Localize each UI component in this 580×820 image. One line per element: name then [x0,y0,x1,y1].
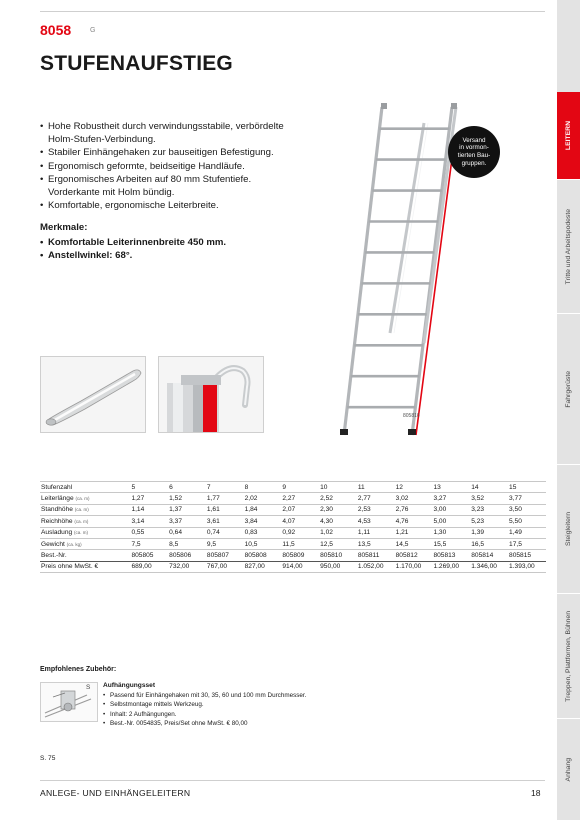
spec-cell: 0,74 [206,527,244,538]
spec-row-label [40,550,130,561]
spec-table [40,481,546,573]
spec-cell: 3,52 [470,493,508,504]
spec-cell: 14 [470,482,508,493]
spec-cell: 1,14 [130,504,168,515]
spec-cell: 805813 [432,550,470,561]
spec-cell: 3,14 [130,516,168,527]
spec-row [40,482,546,493]
footer-title: ANLEGE- UND EINHÄNGELEITERN [40,788,191,798]
spec-cell: 0,92 [281,527,319,538]
spec-cell: 5 [130,482,168,493]
top-rule [40,11,545,12]
accessory-code: S [86,684,91,691]
spec-cell: 4,76 [395,516,433,527]
spec-cell: 805808 [244,550,282,561]
accessory-list [103,691,306,729]
spec-cell: 5,00 [432,516,470,527]
spec-cell: 4,07 [281,516,319,527]
tab-anhang[interactable] [557,719,580,820]
spec-row-label [40,482,130,493]
spec-cell: 1,39 [470,527,508,538]
spec-cell: 16,5 [470,538,508,549]
spec-cell: 15 [508,482,546,493]
feature-item: • Komfortable, ergonomische Leiterbreite. [40,199,290,212]
spec-cell: 7 [206,482,244,493]
spec-cell: 0,55 [130,527,168,538]
badge-line: tierten Bau- [457,152,491,159]
merkmale-heading: Merkmale: [40,222,88,233]
detail-image-hook [158,356,264,433]
spec-cell: 13 [432,482,470,493]
spec-cell: 1,37 [168,504,206,515]
spec-cell: 689,00 [130,561,168,572]
feature-item: • Hohe Robustheit durch verwindungsstabile, verbördelte Holm-Stufen-Verbindung. [40,120,290,146]
spec-unit: (ca. m) [74,530,89,536]
page-reference: S. 75 [40,755,56,762]
accessory-title: Aufhängungsset [103,682,156,689]
article-suffix: G [90,27,96,34]
spec-cell: 4,53 [357,516,395,527]
spec-cell: 3,27 [432,493,470,504]
spec-cell: 1.393,00 [508,561,546,572]
tab-steigleitern[interactable] [557,465,580,593]
spec-cell: 11,5 [281,538,319,549]
spec-cell: 805812 [395,550,433,561]
spec-cell: 2,76 [395,504,433,515]
spec-cell: 1,61 [206,504,244,515]
spec-row [40,516,546,527]
spec-cell: 6 [168,482,206,493]
shipping-badge [448,126,500,178]
spec-cell: 3,37 [168,516,206,527]
spec-cell: 914,00 [281,561,319,572]
spec-unit: (ca. m) [74,507,89,513]
merkmale-list [40,236,226,262]
spec-cell: 767,00 [206,561,244,572]
spec-label-text: Best.-Nr. [41,552,67,560]
tab-label: Fahrgerüste [565,370,572,408]
spec-unit: (ca. m) [75,496,90,502]
spec-cell: 1,84 [244,504,282,515]
spec-cell: 1.170,00 [395,561,433,572]
tab-leitern[interactable] [557,92,580,179]
spec-cell: 1,11 [357,527,395,538]
badge-line: Versand [462,136,486,144]
spec-cell: 0,83 [244,527,282,538]
spec-cell: 12,5 [319,538,357,549]
spec-label-text: Reichhöhe [41,517,73,525]
accessory-item: • Best.-Nr. 0054835, Preis/Set ohne MwSt. € 80,00 [103,719,306,728]
spec-unit: (ca. kg) [66,541,82,547]
spec-cell: 9,5 [206,538,244,549]
spec-row [40,527,546,538]
badge-line: gruppen. [461,159,487,167]
spec-cell: 805810 [319,550,357,561]
feature-item: • Stabiler Einhängehaken zur bauseitigen Befestigung. [40,146,290,159]
spec-cell: 2,77 [357,493,395,504]
spec-row [40,504,546,515]
spec-cell: 1,30 [432,527,470,538]
tab-tritte[interactable] [557,180,580,313]
spec-cell: 2,07 [281,504,319,515]
spec-row [40,538,546,549]
spec-row-label [40,516,130,527]
accessory-item: • Passend für Einhängehaken mit 30, 35, 60 und 100 mm Durchmesser. [103,691,306,700]
spec-cell: 3,23 [470,504,508,515]
spec-cell: 3,02 [395,493,433,504]
tab-treppen[interactable] [557,594,580,718]
spec-cell: 2,02 [244,493,282,504]
spec-cell: 8,5 [168,538,206,549]
spec-label-text: Leiterlänge [41,495,74,503]
spec-cell: 10 [319,482,357,493]
spec-cell: 11 [357,482,395,493]
spec-cell: 805806 [168,550,206,561]
spec-cell: 4,30 [319,516,357,527]
spec-cell: 1,52 [168,493,206,504]
page-title: STUFENAUFSTIEG [40,52,233,75]
spec-cell: 13,5 [357,538,395,549]
detail-image-handrail [40,356,146,433]
spec-cell: 5,23 [470,516,508,527]
spec-cell: 805815 [508,550,546,561]
spec-cell: 3,00 [432,504,470,515]
spec-cell: 805811 [357,550,395,561]
spec-cell: 17,5 [508,538,546,549]
handrail-detail-graphic [41,357,145,432]
spec-cell: 805809 [281,550,319,561]
spec-cell: 2,30 [319,504,357,515]
spec-cell: 2,53 [357,504,395,515]
badge-line: in vormon- [459,144,489,152]
spec-label-text: Standhöhe [41,506,73,514]
bottom-rule [40,780,545,781]
feature-item: • Ergonomisches Arbeiten auf 80 mm Stufentiefe. Vorderkante mit Holm bündig. [40,173,290,199]
spec-cell: 3,50 [508,504,546,515]
spec-cell: 8 [244,482,282,493]
spec-cell: 1,27 [130,493,168,504]
spec-cell: 0,64 [168,527,206,538]
spec-row [40,550,546,561]
spec-cell: 3,77 [508,493,546,504]
spec-cell: 10,5 [244,538,282,549]
tab-fahrgerueste[interactable] [557,314,580,464]
spec-cell: 1.052,00 [357,561,395,572]
feature-list [40,120,290,212]
accessory-heading: Empfohlenes Zubehör: [40,666,117,673]
spec-row-label [40,538,130,549]
spec-cell: 732,00 [168,561,206,572]
tab-label: Treppen, Plattformen, Bühnen [565,610,572,702]
spec-cell: 827,00 [244,561,282,572]
accessory-item: • Selbstmontage mittels Werkzeug. [103,700,306,709]
spec-label-text: Gewicht [41,540,65,548]
spec-row-label [40,527,130,538]
spec-cell: 14,5 [395,538,433,549]
spec-label-text: Ausladung [41,529,73,537]
spec-row-label [40,504,130,515]
spec-cell: 5,50 [508,516,546,527]
hook-detail-graphic [159,357,263,432]
spec-row [40,493,546,504]
spec-cell: 805807 [206,550,244,561]
merkmal-item: • Komfortable Leiterinnenbreite 450 mm. [40,236,226,249]
tab-label: Anhang [565,757,572,782]
spec-label-text: Stufenzahl [41,483,73,491]
spec-row-label [40,493,130,504]
spec-cell: 12 [395,482,433,493]
spec-row-label [40,561,130,572]
accessory-item: • Inhalt: 2 Aufhängungen. [103,710,306,719]
spec-label-text: Preis ohne MwSt. € [41,563,99,571]
tab-label: Tritte und Arbeitspodeste [565,208,572,285]
spec-cell: 7,5 [130,538,168,549]
spec-cell: 9 [281,482,319,493]
tab-label: Steigleitern [565,511,572,546]
spec-unit: (ca. m) [74,518,89,524]
spec-cell: 1,21 [395,527,433,538]
spec-cell: 1,49 [508,527,546,538]
spec-cell: 2,52 [319,493,357,504]
spec-cell: 1,77 [206,493,244,504]
spec-cell: 950,00 [319,561,357,572]
spec-cell: 1.269,00 [432,561,470,572]
spec-cell: 805814 [470,550,508,561]
spec-cell: 2,27 [281,493,319,504]
spec-cell: 3,84 [244,516,282,527]
tab-label: LEITERN [565,120,572,151]
spec-cell: 3,61 [206,516,244,527]
page-number: 18 [531,788,541,798]
spec-cell: 805805 [130,550,168,561]
feature-item: • Ergonomisch geformte, beidseitige Handläufe. [40,160,290,173]
ladder-code: 805810 [403,413,420,419]
spec-cell: 1.346,00 [470,561,508,572]
merkmal-item: • Anstellwinkel: 68°. [40,249,226,262]
spec-cell: 15,5 [432,538,470,549]
spec-row [40,561,546,572]
spec-cell: 1,02 [319,527,357,538]
article-number: 8058 [40,22,72,38]
